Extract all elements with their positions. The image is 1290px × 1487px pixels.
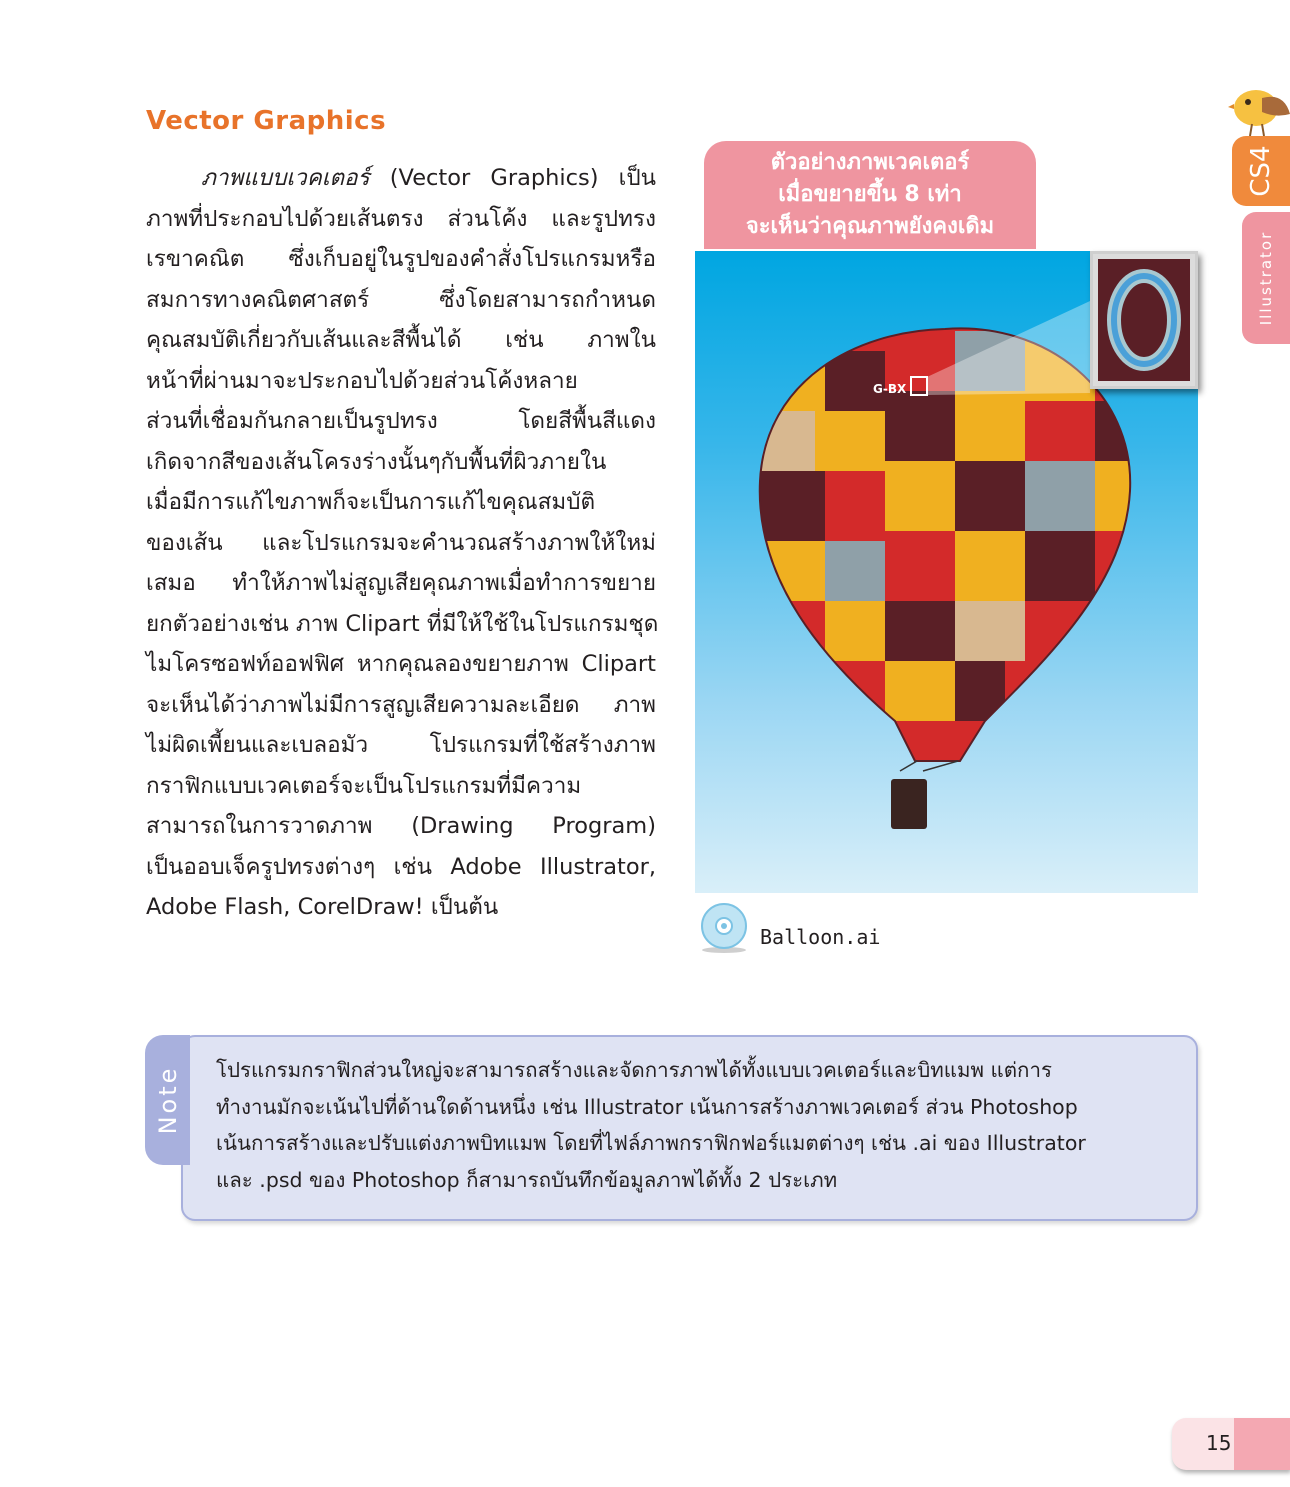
body-line: จะเห็นได้ว่าภาพไม่มีการสูญเสียความละเอียด ภาพ (146, 691, 656, 718)
body-line: ภาพแบบเวคเตอร์ (Vector Graphics) เป็น (201, 165, 657, 191)
italic-lead: ภาพแบบเวคเตอร์ (201, 165, 370, 191)
callout-label (704, 141, 1036, 249)
page-number-tab (1172, 1418, 1290, 1470)
section-heading: Vector Graphics (146, 106, 387, 136)
page-number: 15 (1206, 1431, 1232, 1455)
note-line: และ .psd ของ Photoshop ก็สามารถบันทึกข้อมูลภาพได้ทั้ง 2 ประเภท (216, 1167, 838, 1192)
note-tab-label: Note (153, 1065, 182, 1135)
side-tab-illustrator-label: Illustrator (1257, 230, 1275, 326)
body-line: สมการทางคณิตศาสตร์ ซึ่งโดยสามารถกำหนด (146, 286, 656, 313)
balloon-registration: G-BX (873, 382, 907, 396)
body-line: ไม่ผิดเพี้ยนและเบลอมัว โปรแกรมที่ใช้สร้างภาพ (146, 732, 656, 758)
note-tab (145, 1035, 190, 1165)
callout-line: จะเห็นว่าคุณภาพยังคงเดิม (745, 214, 995, 239)
zoom-inset (1090, 251, 1198, 389)
body-line: เมื่อมีการแก้ไขภาพก็จะเป็นการแก้ไขคุณสมบัติ (146, 489, 596, 515)
page-tab-accent (1234, 1418, 1290, 1470)
body-line: ส่วนที่เชื่อมกันกลายเป็นรูปทรง โดยสีพื้นสีแดง (146, 408, 656, 434)
body-line: เสมอ ทำให้ภาพไม่สูญเสียคุณภาพเมื่อทำการขยาย (146, 570, 656, 596)
zoom-letter: O (1143, 329, 1145, 330)
note-line: เน้นการสร้างและปรับแต่งภาพบิทแมพ โดยที่ไฟล์ภาพกราฟิกฟอร์แมตต่างๆ เช่น .ai ของ Illustrator (216, 1131, 1086, 1155)
body-line: ไมโครซอฟท์ออฟฟิศ หากคุณลองขยายภาพ Clipart (146, 651, 656, 677)
side-tab-cs4-label: CS4 (1246, 145, 1276, 197)
body-line: เป็นออบเจ็ครูปทรงต่างๆ เช่น Adobe Illustrator, (146, 853, 656, 880)
file-caption: Balloon.ai (760, 925, 881, 949)
body-line: ยกตัวอย่างเช่น ภาพ Clipart ที่มีให้ใช้ในโปรแกรมชุด (146, 610, 659, 637)
body-paragraph (146, 158, 659, 928)
note-text (216, 1052, 1166, 1198)
side-tab-cs4 (1232, 136, 1290, 206)
body-line: คุณสมบัติเกี่ยวกับเส้นและสีพื้นได้ เช่น ภาพใน (146, 327, 656, 353)
body-line: ภาพที่ประกอบไปด้วยเส้นตรง ส่วนโค้ง และรูปทรง (146, 205, 656, 232)
body-line: เรขาคณิต ซึ่งเก็บอยู่ในรูปของคำสั่งโปรแกรมหรือ (146, 246, 656, 272)
note-line: ทำงานมักจะเน้นไปที่ด้านใดด้านหนึ่ง เช่น Illustrator เน้นการสร้างภาพเวคเตอร์ ส่วน Photoshop (216, 1094, 1078, 1119)
side-tab-illustrator (1242, 212, 1290, 344)
body-line: ของเส้น และโปรแกรมจะคำนวณสร้างภาพให้ใหม่ (146, 529, 656, 556)
body-line: หน้าที่ผ่านมาจะประกอบไปด้วยส่วนโค้งหลาย (146, 367, 578, 394)
bird-illustration (1226, 78, 1290, 142)
body-line: กราฟิกแบบเวคเตอร์จะเป็นโปรแกรมที่มีความ (146, 772, 582, 799)
note-line: โปรแกรมกราฟิกส่วนใหญ่จะสามารถสร้างและจัดการภาพได้ทั้งแบบเวคเตอร์และบิทแมพ แต่การ (216, 1058, 1052, 1082)
callout-line: เมื่อขยายขึ้น 8 เท่า (778, 182, 962, 207)
cd-icon (698, 902, 750, 958)
callout-line: ตัวอย่างภาพเวคเตอร์ (770, 150, 970, 175)
body-line: เกิดจากสีของเส้นโครงร่างนั้นๆกับพื้นที่ผิวภายใน (146, 448, 607, 475)
body-line: Adobe Flash, CorelDraw! เป็นต้น (146, 894, 499, 920)
body-line: สามารถในการวาดภาพ (Drawing Program) (146, 813, 656, 839)
